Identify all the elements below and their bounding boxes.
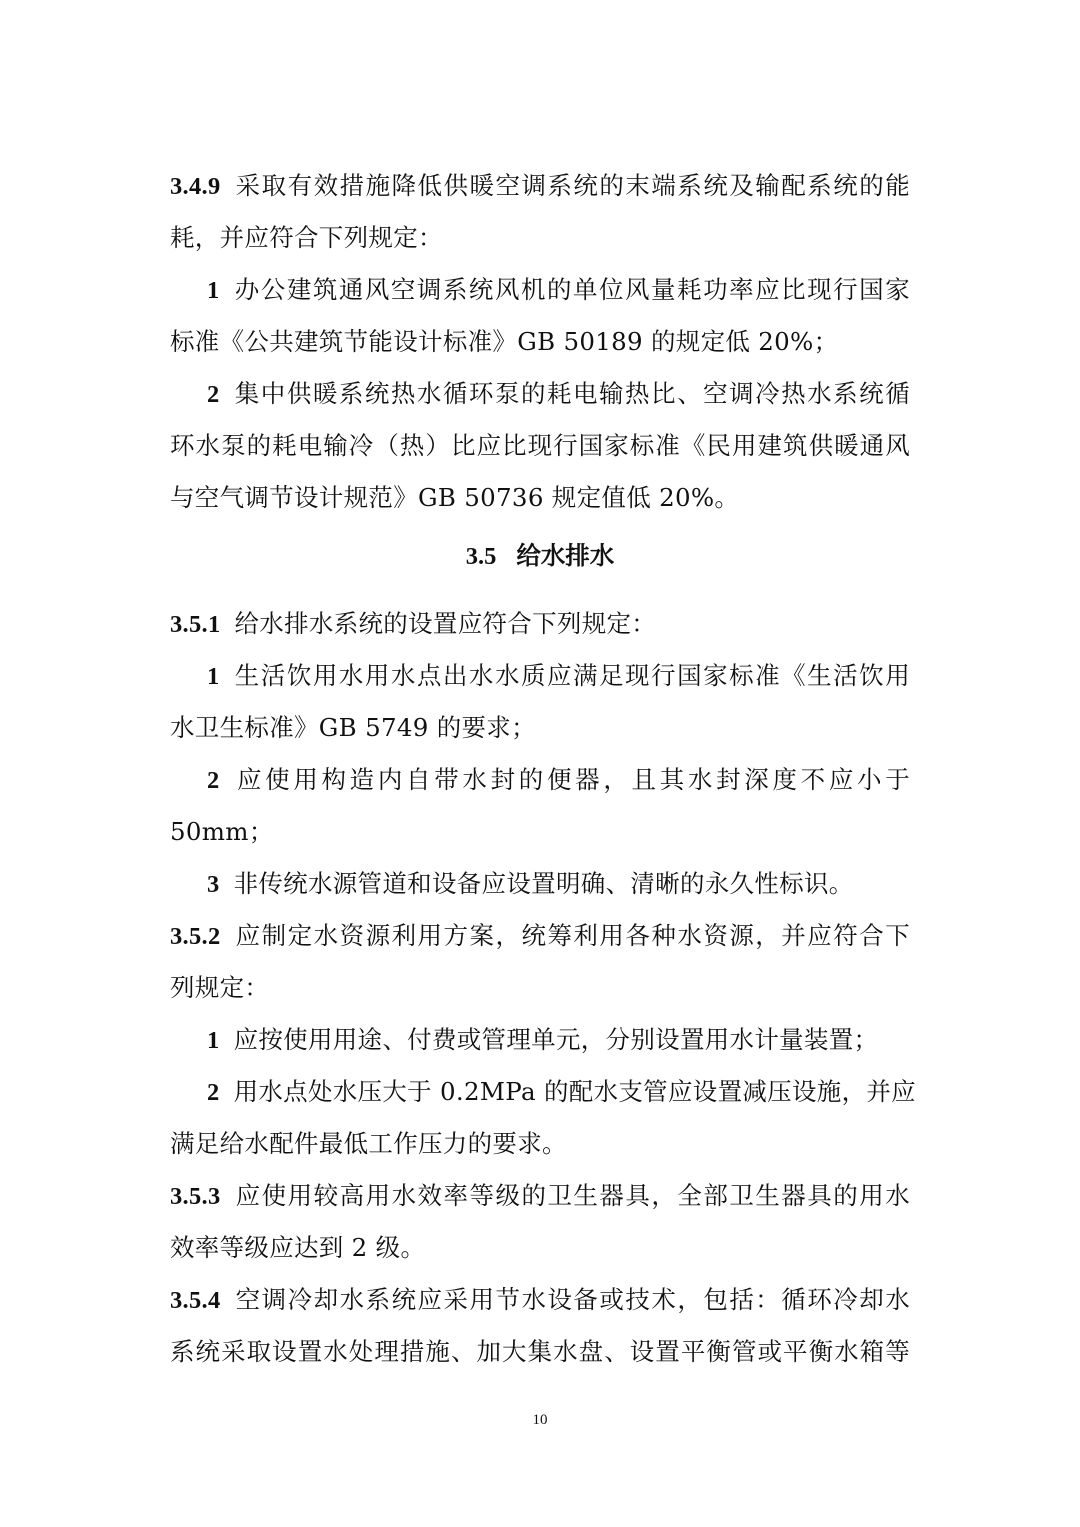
item-text: 非传统水源管道和设备应设置明确、清晰的永久性标识。: [233, 869, 854, 898]
clause-number: 3.5.1: [170, 611, 221, 638]
clause-3-4-9-line-2: 耗，并应符合下列规定：: [170, 223, 443, 252]
clause-text: 空调冷却水系统应采用节水设备或技术，包括：循环冷却水: [234, 1285, 910, 1314]
section-title: 给水排水: [516, 541, 615, 570]
clause-number: 3.5.2: [170, 923, 221, 950]
item-number: 2: [207, 1079, 220, 1106]
section-heading: [0, 538, 1080, 575]
clause-text: 给水排水系统的设置应符合下列规定：: [234, 609, 657, 638]
item-3-5-1-1-line-1: [207, 658, 910, 695]
item-3-4-9-2-line-3: 与空气调节设计规范》GB 50736 规定值低 20%。: [170, 483, 740, 512]
clause-3-5-4-line-2: 系统采取设置水处理措施、加大集水盘、设置平衡管或平衡水箱等: [170, 1337, 910, 1366]
item-3-5-2-2-line-1: [207, 1074, 916, 1111]
clause-text: 采取有效措施降低供暖空调系统的末端系统及输配系统的能: [234, 171, 910, 200]
item-3-5-1-3-line-1: [207, 866, 910, 903]
item-3-4-9-1-line-1: [207, 272, 910, 309]
clause-number: 3.4.9: [170, 173, 221, 200]
page-number: 10: [532, 1412, 548, 1428]
item-text: 集中供暖系统热水循环泵的耗电输热比、空调冷热水系统循: [233, 379, 910, 408]
item-3-5-2-1-line-1: [207, 1022, 910, 1059]
clause-number: 3.5.4: [170, 1287, 221, 1314]
item-number: 1: [207, 663, 220, 690]
item-text: 应使用构造内自带水封的便器，且其水封深度不应小于: [233, 765, 910, 794]
clause-3-5-2-line-2: 列规定：: [170, 973, 270, 1002]
item-text: 办公建筑通风空调系统风机的单位风量耗功率应比现行国家: [233, 275, 910, 304]
item-number: 1: [207, 1027, 220, 1054]
section-number: 3.5: [465, 543, 497, 570]
item-number: 2: [207, 767, 220, 794]
clause-3-5-4-line-1: [170, 1282, 910, 1319]
clause-3-5-2-line-1: [170, 918, 910, 955]
clause-text: 应制定水资源利用方案，统筹利用各种水资源，并应符合下: [234, 921, 910, 950]
item-3-5-1-2-line-2: 50mm；: [170, 817, 274, 846]
item-3-4-9-1-line-2: 标准《公共建筑节能设计标准》GB 50189 的规定低 20%；: [170, 327, 839, 356]
item-3-4-9-2-line-1: [207, 376, 910, 413]
item-number: 1: [207, 277, 220, 304]
item-number: 2: [207, 381, 220, 408]
item-text: 应按使用用途、付费或管理单元，分别设置用水计量装置；: [233, 1025, 879, 1054]
item-3-5-2-2-line-2: 满足给水配件最低工作压力的要求。: [170, 1129, 567, 1158]
clause-3-4-9-line-1: [170, 168, 910, 205]
clause-text: 应使用较高用水效率等级的卫生器具，全部卫生器具的用水: [234, 1181, 910, 1210]
item-3-5-1-2-line-1: [207, 762, 910, 799]
item-3-5-1-1-line-2: 水卫生标准》GB 5749 的要求；: [170, 713, 536, 742]
clause-number: 3.5.3: [170, 1183, 221, 1210]
item-number: 3: [207, 871, 220, 898]
clause-3-5-1-line-1: [170, 606, 910, 643]
item-text: 生活饮用水用水点出水水质应满足现行国家标准《生活饮用: [233, 661, 910, 690]
item-text: 用水点处水压大于 0.2MPa 的配水支管应设置减压设施，并应: [233, 1077, 916, 1106]
clause-3-5-3-line-1: [170, 1178, 910, 1215]
item-3-4-9-2-line-2: 环水泵的耗电输冷（热）比应比现行国家标准《民用建筑供暖通风: [170, 431, 910, 460]
clause-3-5-3-line-2: 效率等级应达到 2 级。: [170, 1233, 426, 1262]
